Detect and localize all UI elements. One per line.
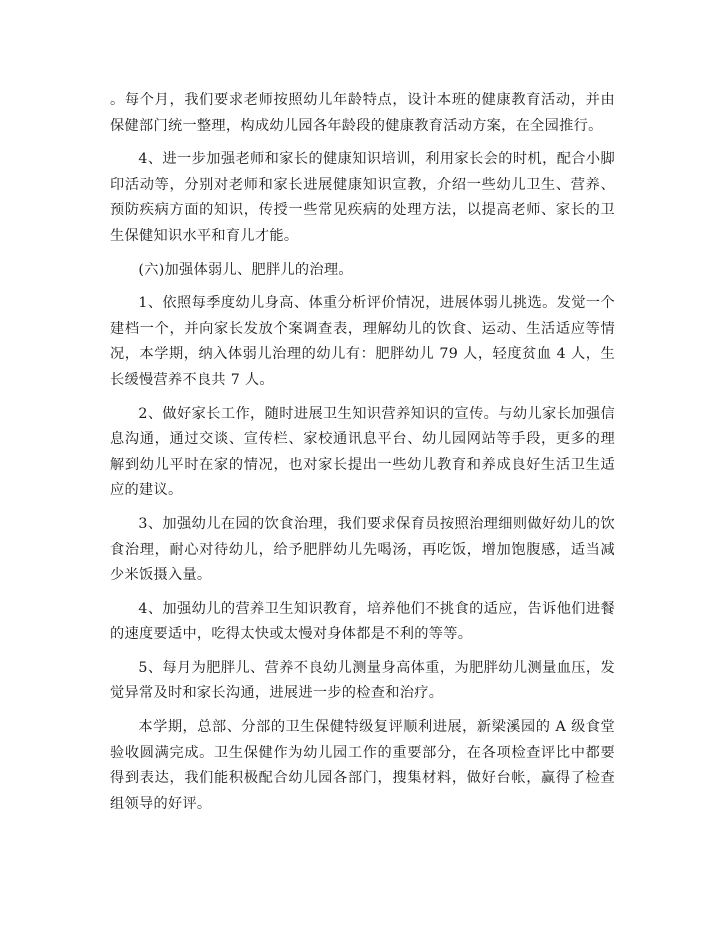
paragraph-item-4-training: 4、进一步加强老师和家长的健康知识培训，利用家长会的时机，配合小脚印活动等，分别对老师和家长进展健康知识宣教，介绍一些幼儿卫生、营养、预防疾病方面的知识，传授一些常见疾病的处理方法，以提高老师、家长的卫生保健知识水平和育儿才能。	[110, 151, 615, 244]
paragraph-item-2-parents: 2、做好家长工作，随时进展卫生知识营养知识的宣传。与幼儿家长加强信息沟通，通过交谈、宣传栏、家校通讯息平台、幼儿园网站等手段，更多的理解到幼儿平时在家的情况，也对家长提出一些幼儿教育和养成良好生活卫生适应的建议。	[110, 405, 615, 499]
document-page	[110, 88, 615, 825]
paragraph-item-5-measurement: 5、每月为肥胖儿、营养不良幼儿测量身高体重，为肥胖幼儿测量血压，发觉异常及时和家长沟通，进展进一步的检查和治疗。	[110, 659, 615, 702]
paragraph-item-4-nutrition: 4、加强幼儿的营养卫生知识教育，培养他们不挑食的适应，告诉他们进餐的速度要适中，吃得太快或太慢对身体都是不利的等等。	[110, 600, 615, 643]
paragraph-continuation: 。每个月，我们要求老师按照幼儿年龄特点，设计本班的健康教育活动，并由保健部门统一整理，构成幼儿园各年龄段的健康教育活动方案，在全园推行。	[110, 92, 615, 134]
paragraph-item-3-diet: 3、加强幼儿在园的饮食治理，我们要求保育员按照治理细则做好幼儿的饮食治理，耐心对待幼儿，给予肥胖幼儿先喝汤，再吃饭，增加饱腹感，适当减少米饭摄入量。	[110, 515, 615, 584]
section-heading-six: (六)加强体弱儿、肥胖儿的治理。	[138, 261, 353, 278]
paragraph-item-1-screening: 1、依照每季度幼儿身高、体重分析评价情况，进展体弱儿挑选。发觉一个建档一个，并向家长发放个案调查表，理解幼儿的饮食、运动、生活适应等情况，本学期，纳入体弱儿治理的幼儿有：肥胖幼儿 79 人，轻度贫血 4 人，生长缓慢营养不良共 7 人。	[110, 295, 615, 388]
paragraph-summary: 本学期，总部、分部的卫生保健特级复评顺利进展，新梁溪园的 A 级食堂验收圆满完成。卫生保健作为幼儿园工作的重要部分，在各项检查评比中都要得到表达，我们能积极配合幼儿园各部门，搜集材料，做好台帐，赢得了检查组领导的好评。	[110, 719, 615, 812]
